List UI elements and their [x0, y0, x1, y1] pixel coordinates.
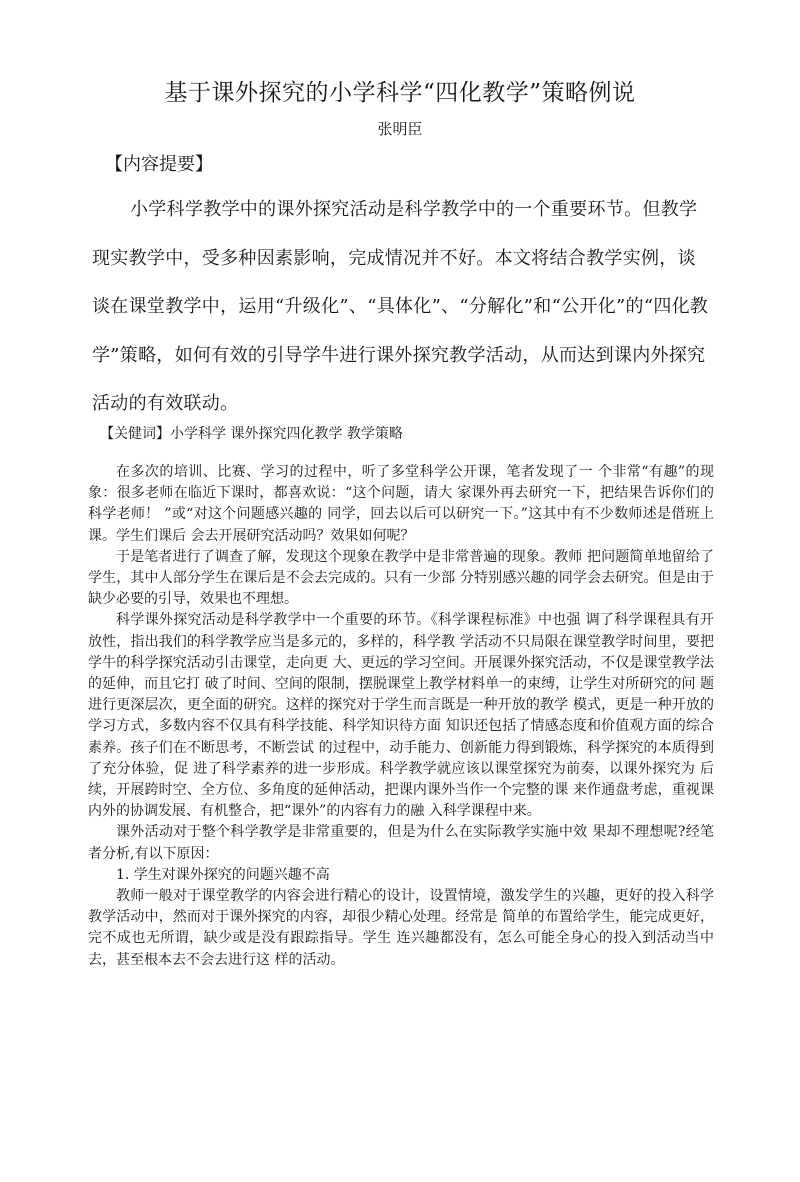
body-text: [88, 462, 714, 971]
body-paragraph: 教师一般对于课堂教学的内容会进行精心的设计，设置情境，激发学生的兴趣，更好的投入科学教学活动中，然而对于课外探究的内容，却很少精心处理。经常是 简单的布置给学生，能完成更好，完不成也无所谓，缺少或是没有跟踪指导。学生 连兴趣都没有，怎么可能全身心的投入到活动当中去，甚至根本去不会去进行这 样的活动。: [88, 888, 714, 968]
body-paragraph: 在多次的培训、比赛、学习的过程中，听了多堂科学公开课，笔者发现了一 个非常“有趣”的现象：很多老师在临近下课时，都喜欢说：“这个问题，请大 家课外再去研究一下，把结果告诉你们的科学老师！ ”或“对这个问题感兴趣的 同学，回去以后可以研究一下。”这其中有不少数师述是借班上课。学生们课后 会去开展研究活动吗？效果如何呢？: [88, 464, 714, 544]
keywords-line: 【关健词】小学科学 课外探究四化教学 教学策略: [100, 426, 403, 442]
list-item: 1. 学生对课外探究的问题兴趣不高: [116, 866, 330, 883]
abstract-text: 小学科学教学中的课外探究活动是科学教学中的一个重要环节。但教学现实教学中，受多种因素影响，完成情况并不好。本文将结合教学实例，谈谈在课堂教学中，运用“升级化”、“具体化”、“分解化”和“公开化”的“四化教学”策略，如何有效的引导学牛进行课外探究教学活动，从而达到课内外探究活动的有效联动。: [92, 199, 709, 414]
abstract-heading: 【内容提要】: [105, 154, 213, 175]
document-title: 基于课外探究的小学科学“四化教学”策略例说: [164, 80, 636, 106]
author-name: 张明臣: [377, 120, 423, 138]
body-paragraph: 于是笔者进行了调查了解，发现这个现象在教学中是非常普遍的现象。教师 把问题简单地留给了学生，其中人部分学生在课后是不会去完成的。只有一少部 分特别感兴趣的同学会去研究。但是由于缺少必要的引导，效果也不理想。: [88, 548, 714, 608]
body-paragraph: 科学课外探究活动是科学教学中一个重要的环节。《科学课程标准》中也强 调了科学课程具有开放性，指出我们的科学教学应当是多元的，多样的，科学教 学活动不只局限在课堂教学时间里，要把学牛的科学探究活动引击课堂，走向更 大、更远的学习空间。开展课外探究活动，不仅是课堂教学法的延伸，而且它打 破了时间、空间的限制，摆脱课堂上教学材料单一的束缚，让学生对所研究的问 题进行更深层次，更全面的研究。这样的探究对于学生而言既是一种开放的教学 模式，更是一种开放的学习方式，多数内容不仅具有科学技能、科学知识待方面 知识还包括了情感态度和价值观方面的综合素养。孩子们在不断思考，不断尝试 的过程中，动手能力、创新能力得到锻炼，科学探究的本质得到了充分体验，促 进了科学素养的进一步形成。科学教学就应该以课堂探究为前奏，以课外探究为 后续，开展跨时空、全方位、多角度的延伸活动，把课内课外当作一个完整的课 来作通盘考虑，重视课内外的协调发展、有机整合，把“课外”的内容有力的融 入科学课程中来。: [88, 612, 714, 820]
body-paragraph: 课外活动对于整个科学教学是非常重要的，但是为什么在实际教学实施中效 果却不理想呢?经笔者分析,有以下原因：: [88, 824, 714, 862]
